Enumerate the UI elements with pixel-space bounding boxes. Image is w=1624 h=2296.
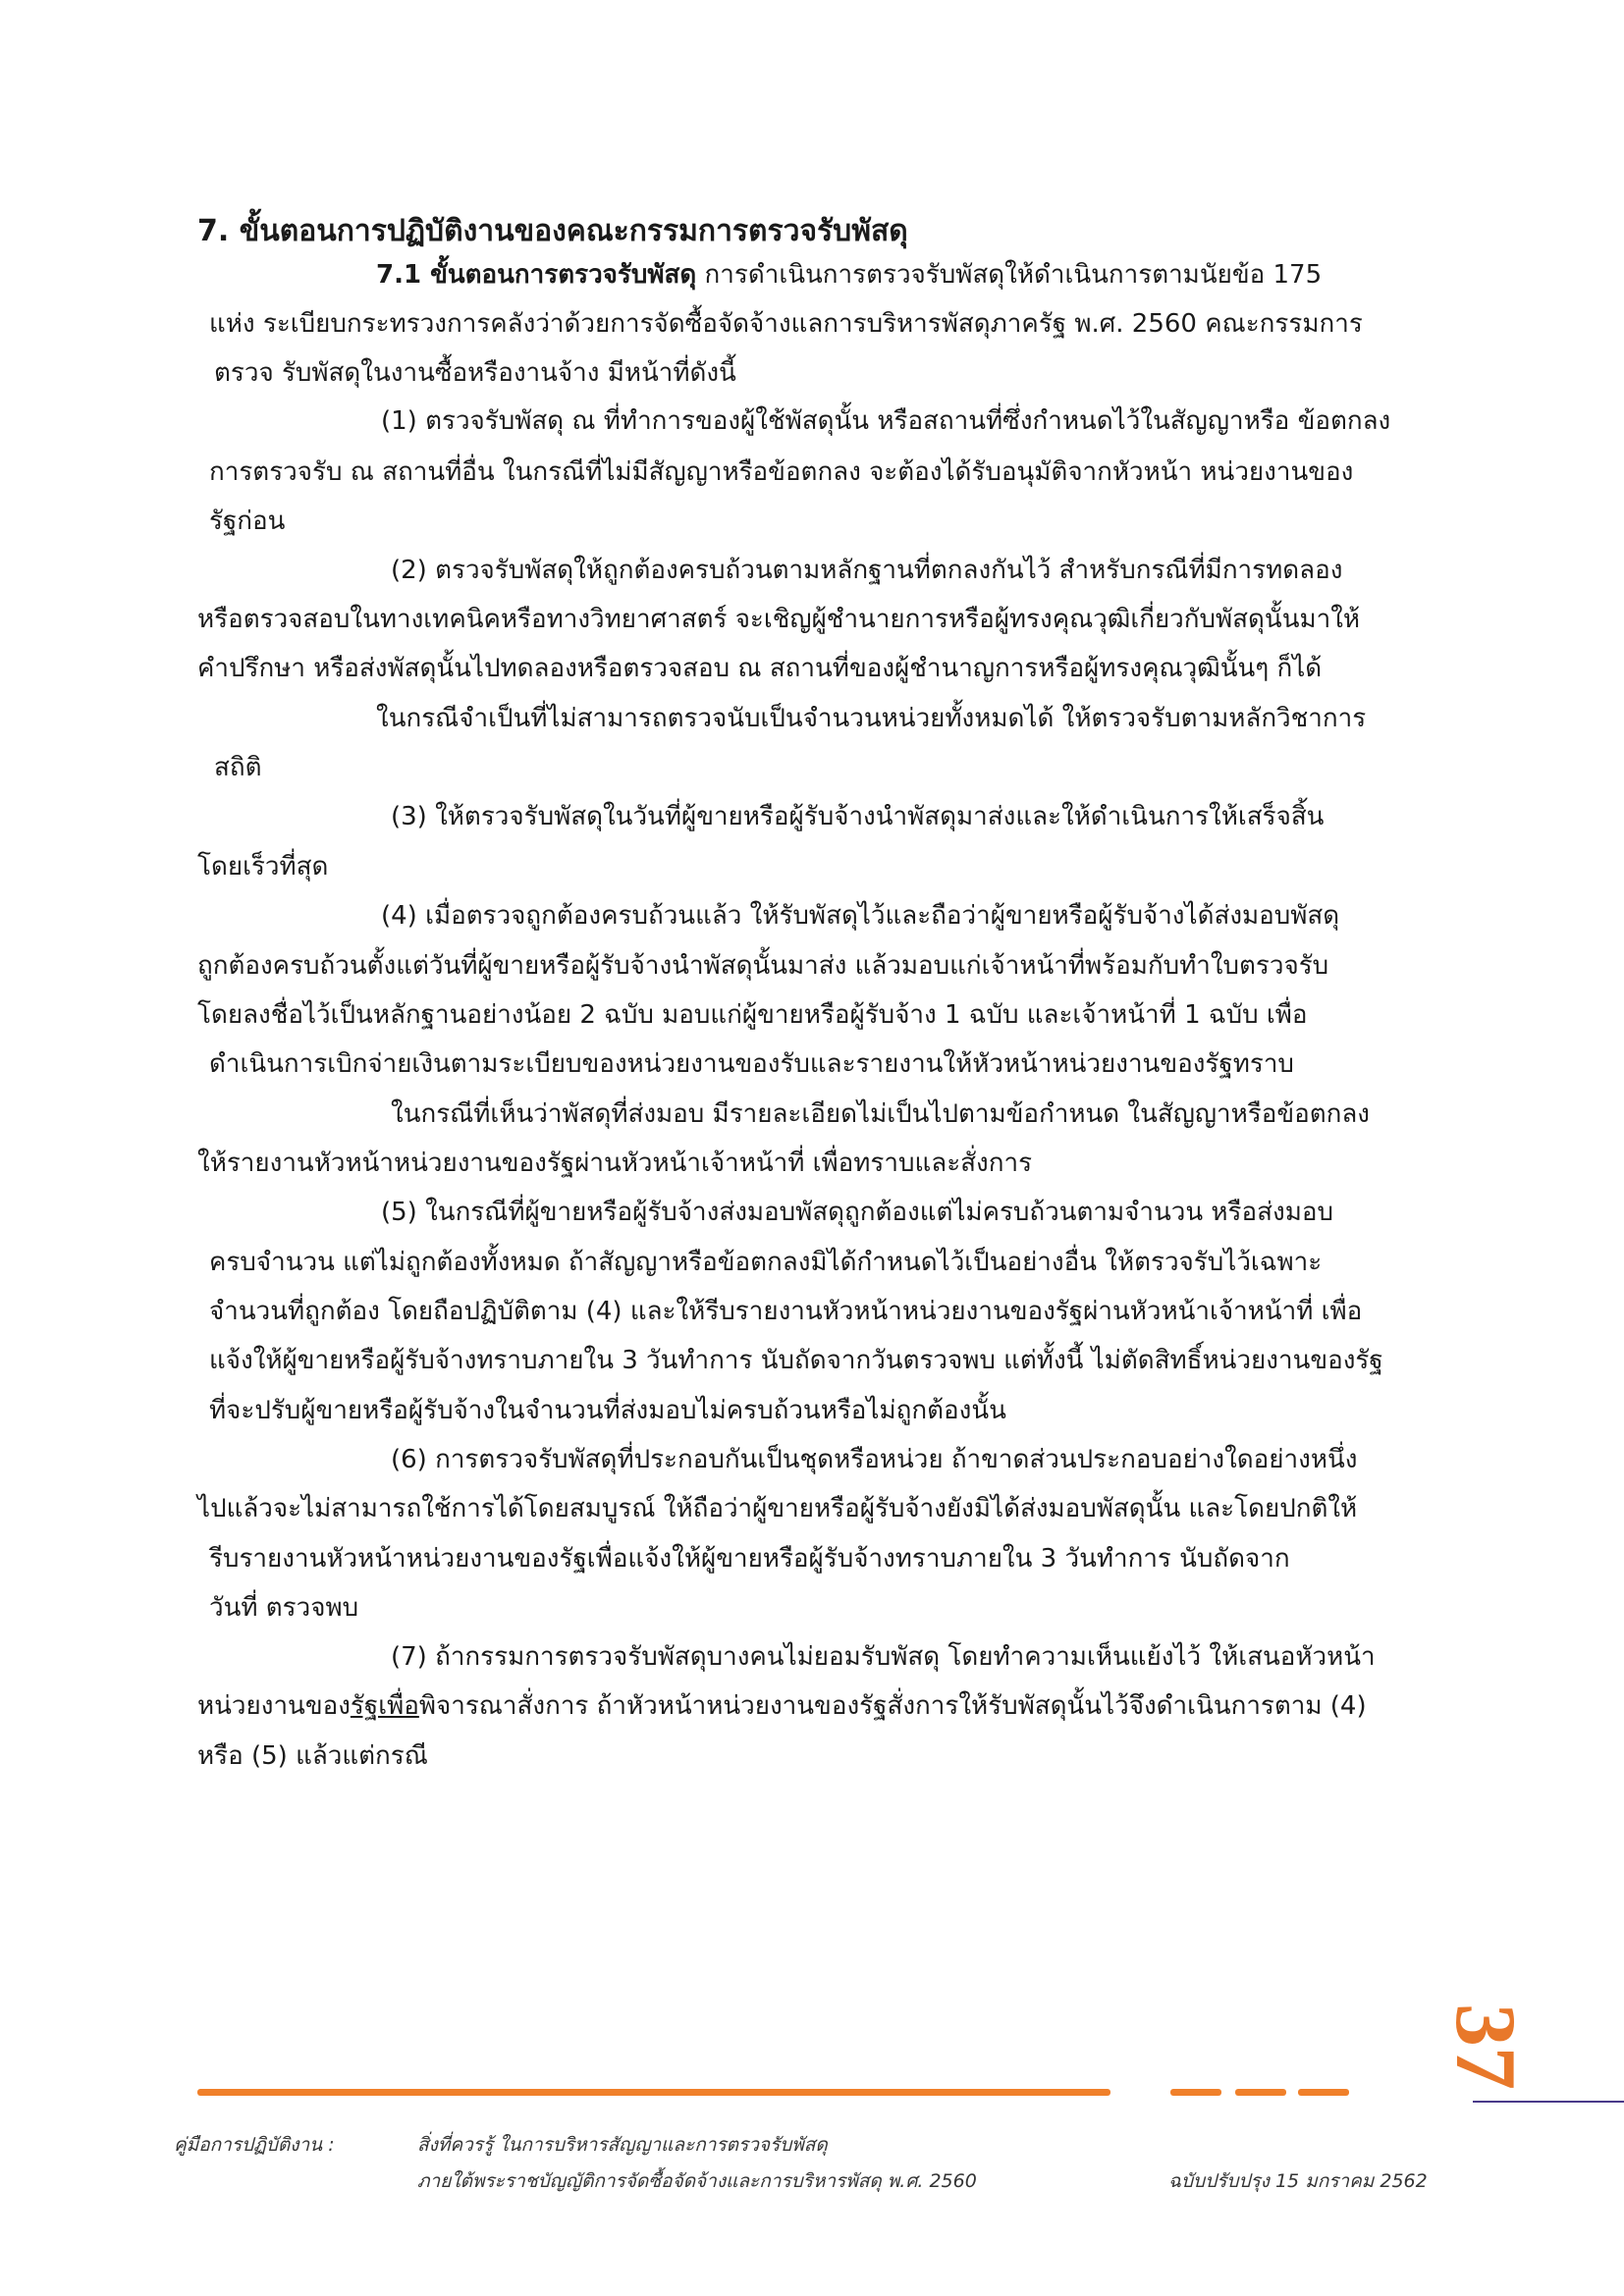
paragraph-line: (7) ถ้ากรรมการตรวจรับพัสดุบางคนไม่ยอมรับพัสดุ โดยทำความเห็นแย้งไว้ ให้เสนอหัวหน้า xyxy=(391,1642,1376,1672)
paragraph-line xyxy=(197,1688,1367,1724)
paragraph-line: (2) ตรวจรับพัสดุให้ถูกต้องครบถ้วนตามหลักฐานที่ตกลงกันไว้ สำหรับกรณีที่มีการทดลอง xyxy=(391,556,1343,585)
footer-edition: ฉบับปรับปรุง 15 มกราคม 2562 xyxy=(1168,2170,1428,2192)
paragraph-line: รัฐก่อน xyxy=(209,507,286,536)
paragraph-line: ไปแล้วจะไม่สามารถใช้การได้โดยสมบูรณ์ ให้ถือว่าผู้ขายหรือผู้รับจ้างยังมิได้ส่งมอบพัสดุนั้น และโดยปกติให้ xyxy=(197,1494,1358,1523)
paragraph-line: ดำเนินการเบิกจ่ายเงินตามระเบียบของหน่วยงานของรับและรายงานให้หัวหน้าหน่วยงานของรัฐทราบ xyxy=(209,1049,1294,1079)
paragraph-line: การตรวจรับ ณ สถานที่อื่น ในกรณีที่ไม่มีสัญญาหรือข้อตกลง จะต้องได้รับอนุมัติจากหัวหน้า หน่วยงานของ xyxy=(209,457,1354,487)
paragraph-line: ครบจำนวน แต่ไม่ถูกต้องทั้งหมด ถ้าสัญญาหรือข้อตกลงมิได้กำหนดไว้เป็นอย่างอื่น ให้ตรวจรับไว้เฉพาะ xyxy=(209,1248,1323,1277)
paragraph-line: หรือ (5) แล้วแต่กรณี xyxy=(197,1741,428,1771)
footer-title-line1: สิ่งที่ควรรู้ ในการบริหารสัญญาและการตรวจรับพัสดุ xyxy=(417,2134,828,2156)
paragraph-line xyxy=(376,257,1322,293)
paragraph-line: คำปรึกษา หรือส่งพัสดุนั้นไปทดลองหรือตรวจสอบ ณ สถานที่ของผู้ชำนาญการหรือผู้ทรงคุณวุฒินั้นๆ ก็ได้ xyxy=(197,654,1323,683)
page-number: 37 xyxy=(1437,2003,1533,2090)
line-text: การดำเนินการตรวจรับพัสดุให้ดำเนินการตามนัยข้อ 175 xyxy=(696,260,1323,290)
footer-rule xyxy=(197,2089,1110,2096)
paragraph-line: (1) ตรวจรับพัสดุ ณ ที่ทำการของผู้ใช้พัสดุนั้น หรือสถานที่ซึ่งกำหนดไว้ในสัญญาหรือ ข้อตกลง xyxy=(381,406,1391,436)
underlined-text: รัฐเพื่อ xyxy=(350,1691,419,1721)
footer-dash xyxy=(1170,2089,1221,2096)
paragraph-line: แจ้งให้ผู้ขายหรือผู้รับจ้างทราบภายใน 3 วันทำการ นับถัดจากวันตรวจพบ แต่ทั้งนี้ ไม่ตัดสิทธิ์หน่วยงานของรัฐ xyxy=(209,1346,1383,1375)
paragraph-line: แห่ง ระเบียบกระทรวงการคลังว่าด้วยการจัดซื้อจัดจ้างแลการบริหารพัสดุภาครัฐ พ.ศ. 2560 คณะกรรมการ xyxy=(209,309,1363,339)
paragraph-line: โดยลงชื่อไว้เป็นหลักฐานอย่างน้อย 2 ฉบับ มอบแก่ผู้ขายหรือผู้รับจ้าง 1 ฉบับ และเจ้าหน้าที่ 1 ฉบับ เพื่อ xyxy=(197,1000,1308,1030)
paragraph-line: ในกรณีที่เห็นว่าพัสดุที่ส่งมอบ มีรายละเอียดไม่เป็นไปตามข้อกำหนด ในสัญญาหรือข้อตกลง xyxy=(391,1099,1370,1129)
line-text: พิจารณาสั่งการ ถ้าหัวหน้าหน่วยงานของรัฐสั่งการให้รับพัสดุนั้นไว้จึงดำเนินการตาม (4) xyxy=(418,1691,1367,1721)
paragraph-line: หรือตรวจสอบในทางเทคนิคหรือทางวิทยาศาสตร์ จะเชิญผู้ชำนายการหรือผู้ทรงคุณวุฒิเกี่ยวกับพัสดุนั้นมาให้ xyxy=(197,605,1361,634)
paragraph-line: จำนวนที่ถูกต้อง โดยถือปฏิบัติตาม (4) และให้รีบรายงานหัวหน้าหน่วยงานของรัฐผ่านหัวหน้าเจ้าหน้าที่ เพื่อ xyxy=(209,1297,1363,1326)
line-text: หน่วยงานของ xyxy=(197,1691,351,1721)
subsection-heading: 7.1 ขั้นตอนการตรวจรับพัสดุ xyxy=(376,260,697,290)
paragraph-line: (6) การตรวจรับพัสดุที่ประกอบกันเป็นชุดหรือหน่วย ถ้าขาดส่วนประกอบอย่างใดอย่างหนึ่ง xyxy=(391,1445,1358,1474)
paragraph-line: ถูกต้องครบถ้วนตั้งแต่วันที่ผู้ขายหรือผู้รับจ้างนำพัสดุนั้นมาส่ง แล้วมอบแก่เจ้าหน้าที่พร้อมกับทำใบตรวจรับ xyxy=(197,951,1329,981)
footer-dash xyxy=(1235,2089,1286,2096)
paragraph-line: ให้รายงานหัวหน้าหน่วยงานของรัฐผ่านหัวหน้าเจ้าหน้าที่ เพื่อทราบและสั่งการ xyxy=(197,1148,1033,1178)
paragraph-line: (4) เมื่อตรวจถูกต้องครบถ้วนแล้ว ให้รับพัสดุไว้และถือว่าผู้ขายหรือผู้รับจ้างได้ส่งมอบพัสดุ xyxy=(381,901,1340,931)
paragraph-line: (5) ในกรณีที่ผู้ขายหรือผู้รับจ้างส่งมอบพัสดุถูกต้องแต่ไม่ครบถ้วนตามจำนวน หรือส่งมอบ xyxy=(381,1198,1333,1227)
footer-dash xyxy=(1298,2089,1349,2096)
paragraph-line: ในกรณีจำเป็นที่ไม่สามารถตรวจนับเป็นจำนวนหน่วยทั้งหมดได้ ให้ตรวจรับตามหลักวิชาการ xyxy=(376,704,1367,733)
paragraph-line: โดยเร็วที่สุด xyxy=(197,852,329,881)
footer-manual-label: คู่มือการปฏิบัติงาน : xyxy=(174,2134,335,2156)
paragraph-line: (3) ให้ตรวจรับพัสดุในวันที่ผู้ขายหรือผู้รับจ้างนำพัสดุมาส่งและให้ดำเนินการให้เสร็จสิ้น xyxy=(391,802,1325,831)
paragraph-line: ที่จะปรับผู้ขายหรือผู้รับจ้างในจำนวนที่ส่งมอบไม่ครบถ้วนหรือไม่ถูกต้องนั้น xyxy=(209,1396,1006,1425)
paragraph-line: วันที่ ตรวจพบ xyxy=(209,1593,359,1623)
paragraph-line: ตรวจ รับพัสดุในงานซื้อหรืองานจ้าง มีหน้าที่ดังนี้ xyxy=(214,358,736,388)
paragraph-line: รีบรายงานหัวหน้าหน่วยงานของรัฐเพื่อแจ้งให้ผู้ขายหรือผู้รับจ้างทราบภายใน 3 วันทำการ นับถัดจาก xyxy=(209,1544,1290,1574)
footer-title-line2: ภายใต้พระราชบัญญัติการจัดซื้อจัดจ้างและการบริหารพัสดุ พ.ศ. 2560 xyxy=(417,2170,977,2192)
section-heading: 7. ขั้นตอนการปฏิบัติงานของคณะกรรมการตรวจรับพัสดุ xyxy=(197,214,908,248)
paragraph-line: สถิติ xyxy=(214,753,262,782)
